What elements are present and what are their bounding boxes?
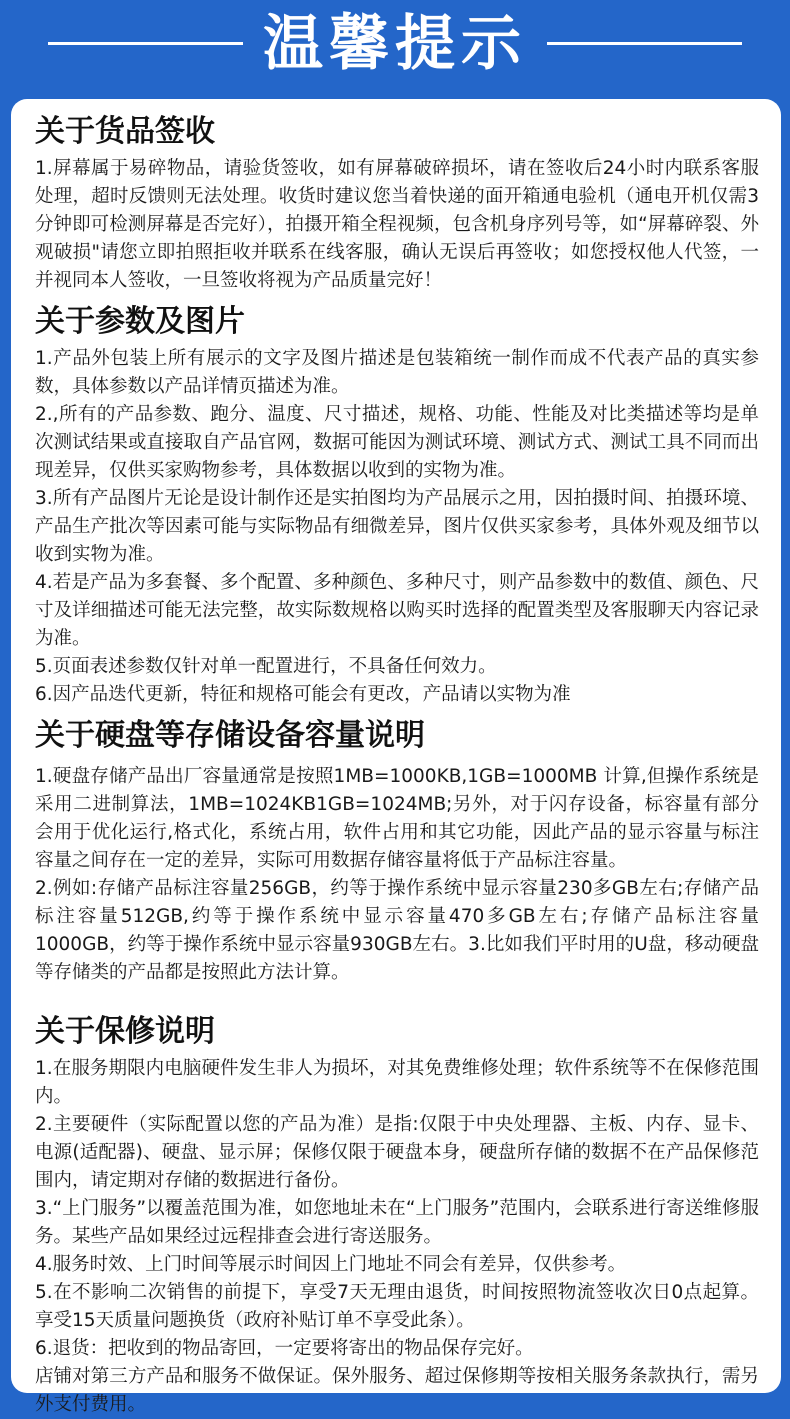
paragraph: 1.产品外包装上所有展示的文字及图片描述是包装箱统一制作而成不代表产品的真实参数，具体参数以产品详情页描述为准。 xyxy=(35,348,759,397)
paragraph: 1.屏幕属于易碎物品，请验货签收，如有屏幕破碎损坏，请在签收后24小时内联系客服处理，超时反馈则无法处理。收货时建议您当着快递的面开箱通电验机（通电开机仅需3分钟即可检测屏幕是否完好），拍摄开箱全程视频，包含机身序列号等，如“屏幕碎裂、外观破损"请您立即拍照拒收并联系在线客服，确认无误后再签收；如您授权他人代签，一并视同本人签收，一旦签收将视为产品质量完好！ xyxy=(35,158,759,291)
paragraph: 店铺对第三方产品和服务不做保证。保外服务、超过保修期等按相关服务条款执行，需另外支付费用。 xyxy=(35,1366,759,1415)
paragraph: 2.例如:存储产品标注容量256GB，约等于操作系统中显示容量230多GB左右;存储产品标注容量512GB,约等于操作系统中显示容量470多GB左右;存储产品标注容量1000GB，约等于操作系统中显示容量930GB左右。3.比如我们平时用的U盘，移动硬盘等存储类的产品都是按照此方法计算。 xyxy=(35,878,759,983)
section-storage xyxy=(35,713,759,987)
paragraph: 2.,所有的产品参数、跑分、温度、尺寸描述，规格、功能、性能及对比类描述等均是单次测试结果或直接取自产品官网，数据可能因为测试环境、测试方式、测试工具不同而出现差异，仅供买家购物参考，具体数据以收到的实物为准。 xyxy=(35,404,759,481)
header xyxy=(0,0,790,96)
section-receipt xyxy=(35,109,759,295)
page-title: 温馨提示 xyxy=(263,9,527,79)
paragraph: 4.服务时效、上门时间等展示时间因上门地址不同会有差异，仅供参考。 xyxy=(35,1254,627,1275)
section-title: 关于货品签收 xyxy=(35,114,215,149)
header-divider-right xyxy=(547,42,742,45)
paragraph: 3.“上门服务”以覆盖范围为准，如您地址未在“上门服务”范围内，会联系进行寄送维修服务。某些产品如果经过远程排查会进行寄送服务。 xyxy=(35,1198,759,1247)
paragraph: 1.在服务期限内电脑硬件发生非人为损坏，对其免费维修处理；软件系统等不在保修范围内。 xyxy=(35,1058,759,1107)
notice-card xyxy=(11,99,781,1415)
section-params xyxy=(35,299,759,709)
section-warranty xyxy=(35,1009,759,1419)
section-title: 关于参数及图片 xyxy=(35,304,245,339)
paragraph: 1.硬盘存储产品出厂容量通常是按照1MB=1000KB,1GB=1000MB 计算,但操作系统是采用二进制算法，1MB=1024KB1GB=1024MB;另外，对于闪存设备，标容量有部分会用于优化运行,格式化，系统占用，软件占用和其它功能，因此产品的显示容量与标注容量之间存在一定的差异，实际可用数据存储容量将低于产品标注容量。 xyxy=(35,766,759,871)
paragraph: 5.页面表述参数仅针对单一配置进行，不具备任何效力。 xyxy=(35,656,497,677)
paragraph: 3.所有产品图片无论是设计制作还是实拍图均为产品展示之用，因拍摄时间、拍摄环境、产品生产批次等因素可能与实际物品有细微差异，图片仅供买家参考，具体外观及细节以收到实物为准。 xyxy=(35,488,759,565)
section-title: 关于硬盘等存储设备容量说明 xyxy=(35,718,425,753)
paragraph: 2.主要硬件（实际配置以您的产品为准）是指:仅限于中央处理器、主板、内存、显卡、电源(适配器)、硬盘、显示屏；保修仅限于硬盘本身，硬盘所存储的数据不在产品保修范围内，请定期对存储的数据进行备份。 xyxy=(35,1114,759,1191)
paragraph: 5.在不影响二次销售的前提下，享受7天无理由退货，时间按照物流签收次日0点起算。享受15天质量问题换货（政府补贴订单不享受此条）。 xyxy=(35,1282,759,1331)
paragraph: 6.退货：把收到的物品寄回，一定要将寄出的物品保存完好。 xyxy=(35,1338,534,1359)
paragraph: 4.若是产品为多套餐、多个配置、多种颜色、多种尺寸，则产品参数中的数值、颜色、尺寸及详细描述可能无法完整，故实际数规格以购买时选择的配置类型及客服聊天内容记录为准。 xyxy=(35,572,759,649)
section-title: 关于保修说明 xyxy=(35,1014,215,1049)
paragraph: 6.因产品迭代更新，特征和规格可能会有更改，产品请以实物为准 xyxy=(35,684,571,705)
